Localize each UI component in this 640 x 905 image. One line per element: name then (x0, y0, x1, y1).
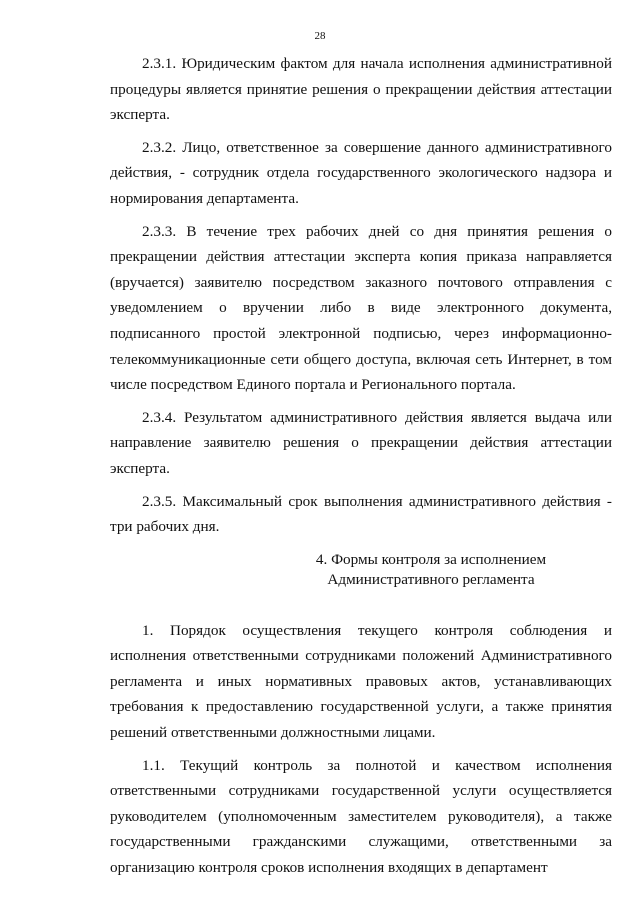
paragraph-2-3-4: 2.3.4. Результатом административного действия является выдача или направление заявителю решения о прекращении действия аттестации эксперта. (110, 408, 612, 477)
paragraph-2-3-2: 2.3.2. Лицо, ответственное за совершение данного административного действия, - сотрудник отдела государственного экологического надзора и нормирования департамента. (110, 138, 612, 207)
paragraph-2-3-3: 2.3.3. В течение трех рабочих дней со дня принятия решения о прекращении действия аттестации эксперта копия приказа направляется (вручается) заявителю посредством заказного почтового отправления с уведомлением о вручении либо в виде электронного документа, подписанного простой электронной подписью, через информационно-телекоммуникационные сети общего доступа, включая сеть Интернет, в том числе посредством Единого портала и Регионального портала. (110, 222, 612, 394)
section-heading (110, 550, 612, 590)
paragraph-2-3-1: 2.3.1. Юридическим фактом для начала исполнения административной процедуры является принятие решения о прекращении действия аттестации эксперта. (110, 55, 612, 124)
spacer (110, 590, 612, 618)
section-heading-line-2: Административного регламента (327, 570, 535, 588)
paragraph-2-3-5: 2.3.5. Максимальный срок выполнения административного действия - три рабочих дня. (110, 492, 612, 536)
document-body (110, 51, 612, 888)
section-heading-line-1: 4. Формы контроля за исполнением (315, 550, 547, 568)
page-number: 28 (314, 30, 326, 42)
paragraph-1: 1. Порядок осуществления текущего контроля соблюдения и исполнения ответственными сотрудниками положений Административного регламента и иных нормативных правовых актов, устанавливающих требования к предоставлению государственной услуги, а также принятия решений ответственными должностными лицами. (110, 621, 612, 742)
paragraph-1-1: 1.1. Текущий контроль за полнотой и качеством исполнения ответственными сотрудниками государственной услуги осуществляется руководителем (уполномоченным заместителем руководителя), а также государственными гражданскими служащими, ответственными за организацию контроля сроков исполнения входящих в департамент (110, 756, 612, 877)
